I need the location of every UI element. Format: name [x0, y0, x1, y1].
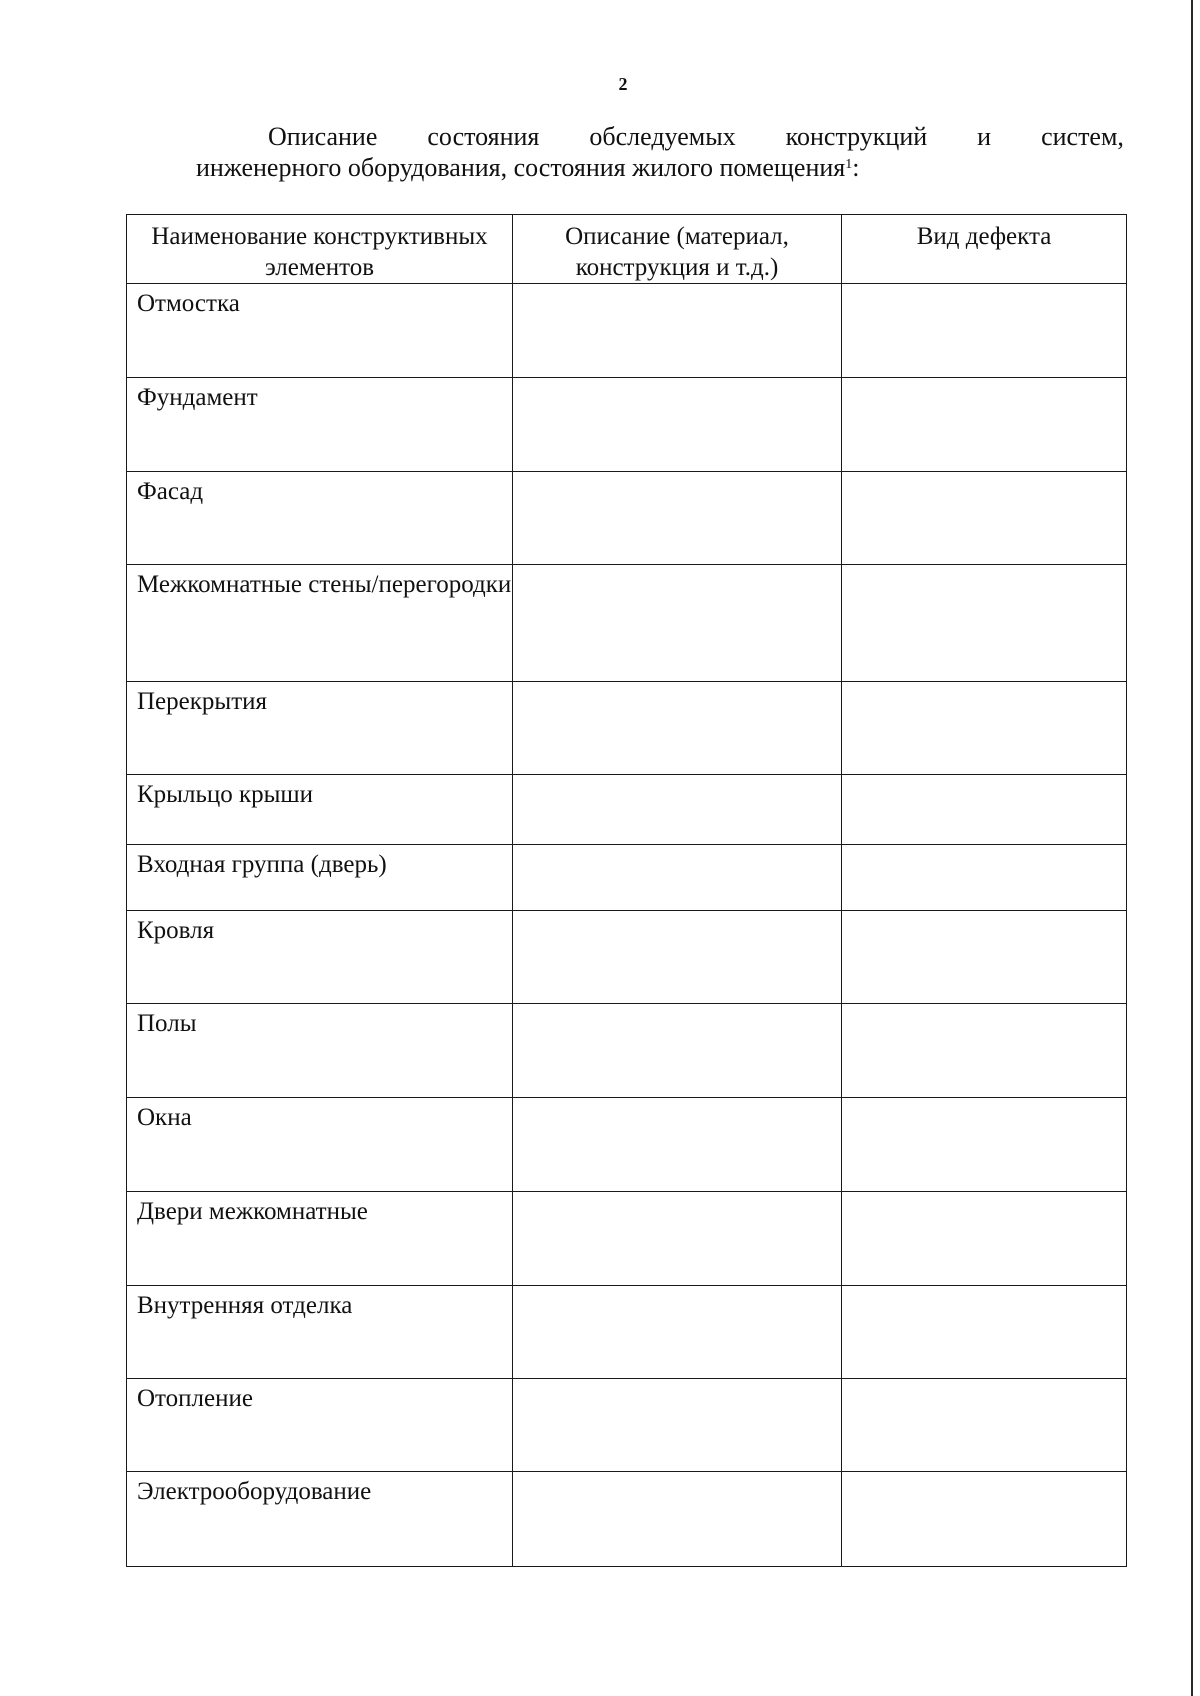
row-defect-cell[interactable] [842, 472, 1127, 565]
row-description-cell[interactable] [513, 1379, 842, 1472]
table-row [127, 1192, 1127, 1286]
row-description-cell[interactable] [513, 1004, 842, 1098]
row-element-name: Кровля [127, 911, 513, 1004]
footnote-mark: 1 [845, 157, 853, 172]
header-defect-type: Вид дефекта [842, 215, 1127, 284]
table-row [127, 1286, 1127, 1379]
row-defect-cell[interactable] [842, 911, 1127, 1004]
row-defect-cell[interactable] [842, 682, 1127, 775]
header-description: Описание (материал, конструкция и т.д.) [513, 215, 842, 284]
header-element-name: Наименование конструктивных элементов [127, 215, 513, 284]
row-element-name: Фундамент [127, 378, 513, 472]
table-row [127, 1379, 1127, 1472]
row-element-name: Отмостка [127, 284, 513, 378]
table-row [127, 845, 1127, 911]
table-row [127, 1472, 1127, 1567]
row-defect-cell[interactable] [842, 1286, 1127, 1379]
intro-word: Описание [268, 122, 378, 151]
intro-word: конструкций [785, 122, 928, 151]
table-row [127, 1098, 1127, 1192]
row-description-cell[interactable] [513, 1472, 842, 1567]
row-description-cell[interactable] [513, 284, 842, 378]
page-number: 2 [618, 74, 628, 94]
intro-line-1 [268, 122, 1124, 152]
row-element-name: Двери межкомнатные [127, 1192, 513, 1286]
row-element-name: Перекрытия [127, 682, 513, 775]
row-defect-cell[interactable] [842, 378, 1127, 472]
row-element-name: Полы [127, 1004, 513, 1098]
row-defect-cell[interactable] [842, 565, 1127, 682]
table-row [127, 378, 1127, 472]
row-defect-cell[interactable] [842, 845, 1127, 911]
row-element-name: Фасад [127, 472, 513, 565]
row-description-cell[interactable] [513, 911, 842, 1004]
intro-word: обследуемых [589, 122, 736, 151]
table-row [127, 472, 1127, 565]
row-description-cell[interactable] [513, 378, 842, 472]
row-defect-cell[interactable] [842, 1379, 1127, 1472]
table-header-row [127, 215, 1127, 284]
row-element-name: Окна [127, 1098, 513, 1192]
row-description-cell[interactable] [513, 1098, 842, 1192]
page-edge-line [1191, 0, 1193, 1696]
intro-word: и [977, 122, 992, 151]
row-element-name: Крыльцо крыши [127, 775, 513, 845]
row-defect-cell[interactable] [842, 284, 1127, 378]
table-row [127, 682, 1127, 775]
row-defect-cell[interactable] [842, 1098, 1127, 1192]
table-row [127, 284, 1127, 378]
row-element-name: Электрооборудование [127, 1472, 513, 1567]
defects-table [126, 214, 1127, 1567]
row-element-name: Входная группа (дверь) [127, 845, 513, 911]
row-element-name: Внутренняя отделка [127, 1286, 513, 1379]
row-description-cell[interactable] [513, 775, 842, 845]
table-row [127, 911, 1127, 1004]
intro-word: состояния [427, 122, 540, 151]
row-defect-cell[interactable] [842, 1004, 1127, 1098]
intro-word: систем, [1041, 122, 1124, 151]
row-description-cell[interactable] [513, 845, 842, 911]
row-defect-cell[interactable] [842, 1472, 1127, 1567]
table-row [127, 565, 1127, 682]
intro-line-2-text: инженерного оборудования, состояния жилого помещения [196, 153, 846, 182]
intro-line-2 [196, 153, 859, 183]
row-description-cell[interactable] [513, 1286, 842, 1379]
row-element-name: Отопление [127, 1379, 513, 1472]
table-row [127, 1004, 1127, 1098]
row-element-name: Межкомнатные стены/перегородки [127, 565, 513, 682]
row-defect-cell[interactable] [842, 1192, 1127, 1286]
row-description-cell[interactable] [513, 472, 842, 565]
intro-line-2-suffix: : [852, 153, 860, 182]
row-description-cell[interactable] [513, 1192, 842, 1286]
row-description-cell[interactable] [513, 682, 842, 775]
row-defect-cell[interactable] [842, 775, 1127, 845]
table-row [127, 775, 1127, 845]
row-description-cell[interactable] [513, 565, 842, 682]
